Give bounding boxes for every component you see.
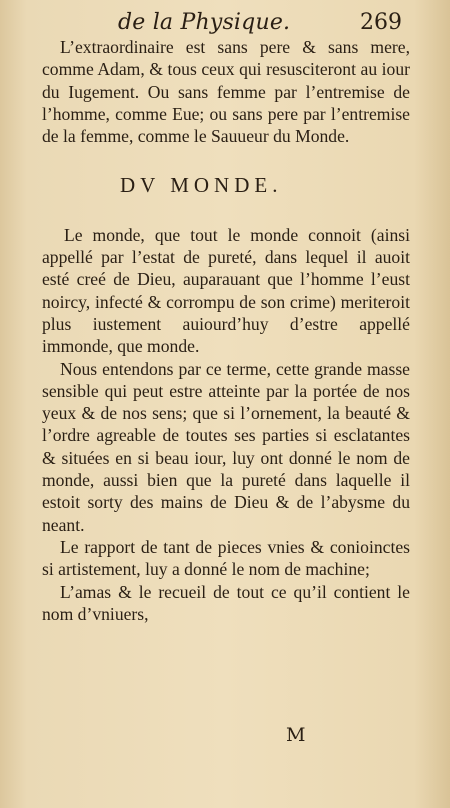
section-heading: DV MONDE. xyxy=(120,173,283,198)
paragraph-le-monde: Le monde, que tout le monde connoit (ainsi appellé par l’estat de pureté, dans lequel il auoit esté creé de Dieu, auparauant que l’homme l’eust noircy, infecté & corrompu de son crime) meriteroit plus iustement auiourd’huy d’estre appellé immonde, que monde. xyxy=(42,224,410,357)
catchword: M xyxy=(286,724,306,746)
paragraph-le-rapport: Le rapport de tant de pieces vnies & conioinctes si artistement, luy a donné le nom de machine; xyxy=(42,536,410,580)
paragraph-l-amas: L’amas & le recueil de tout ce qu’il contient le nom d’vniuers, xyxy=(42,581,410,624)
page-number: 269 xyxy=(360,10,402,35)
page-body xyxy=(42,36,410,625)
running-title: de la Physique. xyxy=(118,10,291,35)
paragraph-nous-entendons: Nous entendons par ce terme, cette grande masse sensible qui peut estre atteinte par la portée de nos yeux & de nos sens; que si l’ornement, la beauté & l’ordre agreable de toutes ses parties si esclatantes & situées en si beau iour, luy ont donné le nom de monde, aussi bien que la pureté dans laquelle il estoit sorty des mains de Dieu & de l’abysme du neant. xyxy=(42,358,410,535)
paragraph-extraordinaire: L’extraordinaire est sans pere & sans mere, comme Adam, & tous ceux qui resusciteront au iour du Iugement. Ou sans femme par l’entremise de l’homme, comme Eue; ou sans pere par l’entremise de la femme, comme le Sauueur du Monde. xyxy=(42,37,410,147)
page-header xyxy=(0,10,450,36)
